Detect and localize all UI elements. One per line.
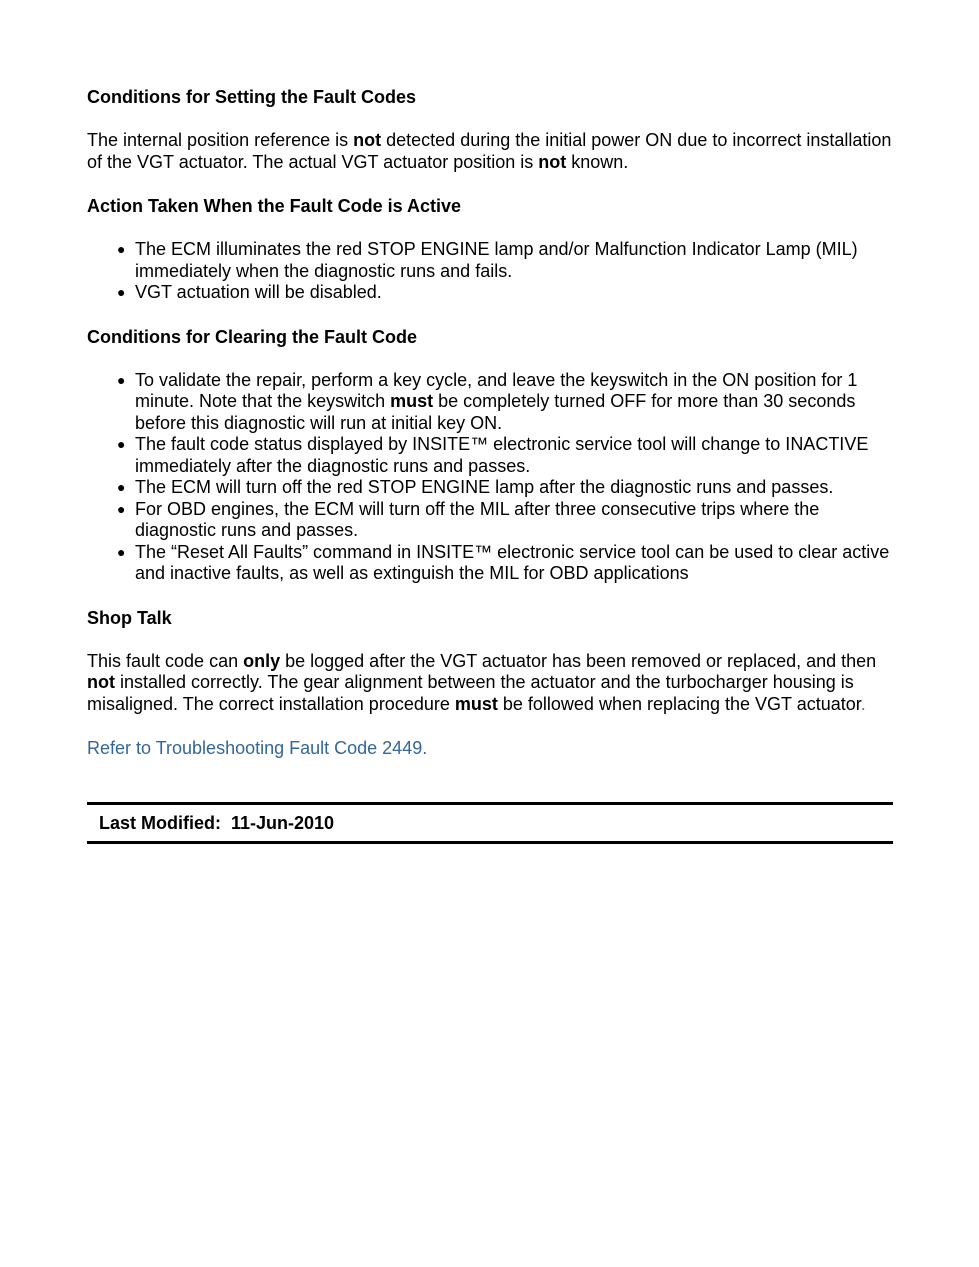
bullet-icon: ● xyxy=(117,479,126,495)
last-modified-label: Last Modified: 11-Jun-2010 xyxy=(99,813,335,833)
list-item xyxy=(117,282,893,304)
text-segment: be followed when replacing the VGT actuator xyxy=(497,693,861,714)
list-item xyxy=(117,434,893,477)
paragraph-shop-talk xyxy=(87,651,893,716)
list-item xyxy=(117,498,893,542)
text-segment: installed correctly. The gear alignment between the actuator and the turbocharger housing is misaligned. The correct installation procedure xyxy=(87,672,854,714)
heading-action-taken: Action Taken When the Fault Code is Active xyxy=(87,196,462,216)
emphasis-not: not xyxy=(87,672,115,692)
heading-conditions-setting: Conditions for Setting the Fault Codes xyxy=(87,87,416,107)
list-item xyxy=(117,477,893,499)
text-segment: . xyxy=(860,693,866,714)
list-item xyxy=(117,239,893,282)
emphasis-only: only xyxy=(243,650,281,671)
document-body xyxy=(87,86,893,759)
list-item-text: be completely turned OFF for more than 30 seconds before this diagnostic will run at initial key ON. xyxy=(135,391,856,433)
action-list xyxy=(87,239,893,304)
bullet-icon: ● xyxy=(117,371,126,388)
troubleshooting-link[interactable]: Refer to Troubleshooting Fault Code 2449. xyxy=(87,738,428,758)
list-item-text: The ECM will turn off the red STOP ENGINE lamp after the diagnostic runs and passes. xyxy=(135,477,834,497)
emphasis-must: must xyxy=(390,391,434,411)
list-item-text: The “Reset All Faults” command in INSITE™ electronic service tool can be used to clear active and inactive faults, as well as extinguish the MIL for OBD applications xyxy=(135,541,890,583)
emphasis-not: not xyxy=(538,151,567,172)
bullet-icon: ● xyxy=(117,436,126,452)
list-item-text: The fault code status displayed by INSITE™ electronic service tool will change to INACTIVE immediately after the diagnostic runs and passes. xyxy=(135,434,869,476)
text-segment: be logged after the VGT actuator has been removed or replaced, and then xyxy=(280,650,877,671)
emphasis-not: not xyxy=(353,130,382,150)
text-segment: known. xyxy=(566,151,629,172)
list-item-text: The ECM illuminates the red STOP ENGINE lamp and/or Malfunction Indicator Lamp (MIL) immediately when the diagnostic runs and fails. xyxy=(135,239,858,281)
list-item xyxy=(117,369,893,435)
bullet-icon: ● xyxy=(117,284,126,300)
bullet-icon: ● xyxy=(117,500,126,517)
heading-shop-talk: Shop Talk xyxy=(87,607,172,628)
footer-last-modified xyxy=(87,802,893,844)
bullet-icon: ● xyxy=(117,241,126,257)
bullet-icon: ● xyxy=(117,543,126,560)
list-item-text: For OBD engines, the ECM will turn off the MIL after three consecutive trips where the diagnostic runs and passes. xyxy=(135,498,820,540)
list-item-text: To validate the repair, perform a key cycle, and leave the keyswitch in the ON position for 1 minute. Note that the keyswitch xyxy=(135,369,858,411)
emphasis-must: must xyxy=(454,693,498,714)
paragraph-conditions-setting xyxy=(87,130,893,173)
heading-conditions-clearing: Conditions for Clearing the Fault Code xyxy=(87,326,417,347)
list-item-text: VGT actuation will be disabled. xyxy=(135,282,382,302)
text-segment: This fault code can xyxy=(87,650,244,671)
text-segment: detected during the initial power ON due to incorrect installation of the VGT actuator. The actual VGT actuator position is xyxy=(87,130,892,172)
clearing-list xyxy=(87,370,893,585)
text-segment: The internal position reference is xyxy=(87,130,354,150)
list-item xyxy=(117,541,893,585)
